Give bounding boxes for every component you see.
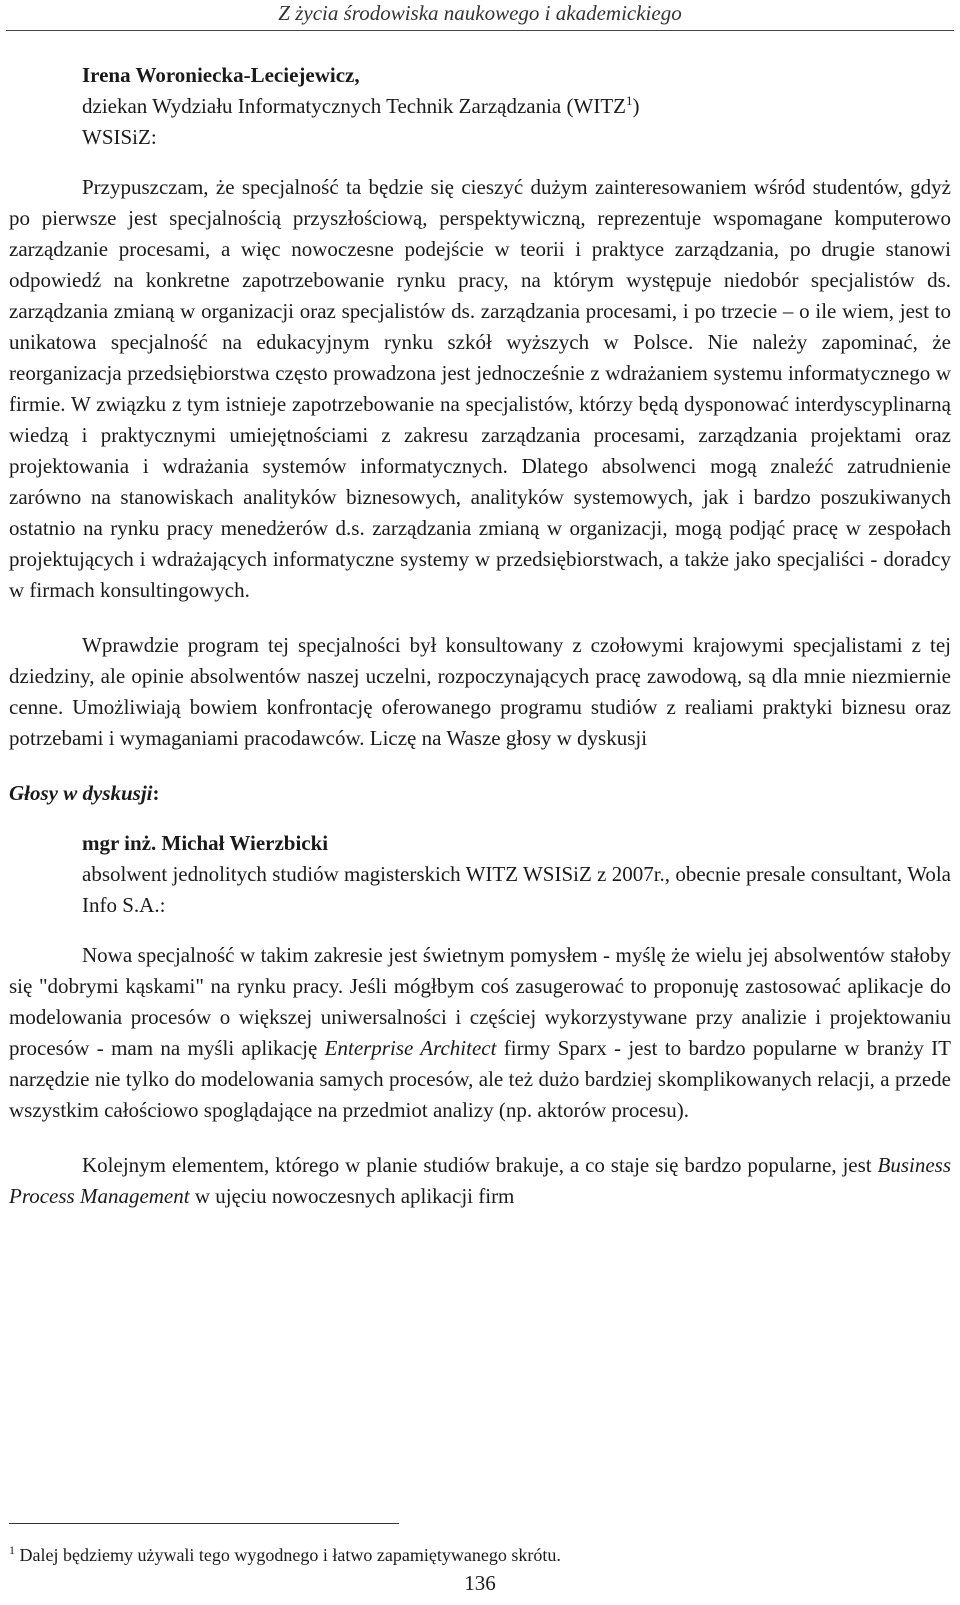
speaker-role: absolwent jednolitych studiów magisterskich WITZ WSISiZ z 2007r., obecnie presale consultant, Wola Info S.A.: [82, 862, 951, 917]
speaker-role-close: ) [632, 94, 640, 118]
footnote-reference: 1 [625, 93, 633, 108]
italic-term: Enterprise Architect [324, 1036, 497, 1060]
footnote [9, 1538, 951, 1567]
speaker-name: mgr inż. Michał Wierzbicki [82, 831, 329, 855]
speaker-role [82, 91, 951, 122]
spacer [9, 809, 951, 828]
spacer [9, 153, 951, 172]
spacer [9, 921, 951, 940]
speaker-name: Irena Woroniecka-Leciejewicz, [82, 63, 360, 87]
section-heading-text: Głosy w dyskusji [9, 781, 153, 805]
paragraph [9, 1150, 951, 1212]
paragraph [9, 940, 951, 1126]
paragraph: Przypuszczam, że specjalność ta będzie się cieszyć dużym zainteresowaniem wśród studentów, gdyż po pierwsze jest specjalnością przyszłościową, perspektywiczną, reprezentuje wspomagane komputerowo zarządzanie procesami, a więc nowoczesne podejście w teorii i praktyce zarządzania, po drugie stanowi odpowiedź na konkretne zapotrzebowanie rynku pracy, na którym występuje niedobór specjalistów ds. zarządzania zmianą w organizacji oraz specjalistów ds. zarządzania procesami, i po trzecie – o ile wiem, jest to unikatowa specjalność na edukacyjnym rynku szkół wyższych w Polsce. Nie należy zapominać, że reorganizacja przedsiębiorstwa często prowadzona jest jednocześnie z wdrażaniem systemu informatycznego w firmie. W związku z tym istnieje zapotrzebowanie na specjalistów, którzy będą dysponować interdyscyplinarną wiedzą i praktycznymi umiejętnościami z zakresu zarządzania procesami, zarządzania projektami oraz projektowania i wdrażania systemów informatycznych. Dlatego absolwenci mogą znaleźć zatrudnienie zarówno na stanowiskach analityków biznesowych, analityków systemowych, jak i bardzo poszukiwanych ostatnio na rynku pracy menedżerów d.s. zarządzania zmianą w organizacji, mogą podjąć pracę w zespołach projektujących i wdrażających informatyczne systemy w przedsiębiorstwach, a także jako specjaliści - doradcy w firmach konsultingowych. [9, 175, 951, 602]
article-body [9, 60, 951, 1212]
spacer [9, 606, 951, 630]
paragraph-text: Nowa specjalność w takim zakresie jest świetnym pomysłem - myślę że wielu jej absolwentów stałoby się "dobrymi kąskami" na rynku pracy. Jeśli mógłbym coś zasugerować to proponuję zastosować aplikacje do modelowania procesów o większej uniwersalności i częściej wykorzystywane przy analizie i projektowaniu procesów - mam na myśli aplikację [9, 943, 951, 1060]
speaker-block-1 [82, 60, 951, 153]
speaker-block-2 [82, 828, 951, 921]
section-heading-colon: : [152, 781, 160, 805]
paragraph-text: firmy Sparx - jest to bardzo popularne w branży IT narzędzie nie tylko do modelowania samych procesów, ale też dużo bardziej skomplikowanych relacji, a przede wszystkim całościowo spoglądające na przedmiot analizy (np. aktorów procesu). [9, 1036, 951, 1122]
footnote-marker: 1 [9, 1543, 15, 1557]
page-number: 136 [464, 1571, 496, 1595]
running-header: Z życia środowiska naukowego i akademickiego [278, 1, 682, 25]
paragraph: Wprawdzie program tej specjalności był konsultowany z czołowymi krajowymi specjalistami z tej dziedziny, ale opinie absolwentów naszej uczelni, rozpoczynających pracę zawodową, są dla mnie niezmiernie cenne. Umożliwiają bowiem konfrontację oferowanego programu studiów z realiami praktyki biznesu oraz potrzebami i wymaganiami pracodawców. Liczę na Wasze głosy w dyskusji [9, 633, 951, 750]
footnote-rule [9, 1523, 399, 1524]
speaker-role-text: dziekan Wydziału Informatycznych Technik Zarządzania (WITZ [82, 94, 626, 118]
spacer [9, 1126, 951, 1150]
paragraph-text: Kolejnym elementem, którego w planie studiów brakuje, a co staje się bardzo popularne, jest [82, 1153, 878, 1177]
italic-term: Business Process Management [9, 1153, 951, 1208]
header-rule [6, 30, 954, 31]
speaker-affiliation: WSISiZ: [82, 125, 157, 149]
spacer [9, 754, 951, 778]
section-heading [9, 778, 951, 809]
footnote-text: Dalej będziemy używali tego wygodnego i łatwo zapamiętywanego skrótu. [15, 1545, 561, 1565]
paragraph-text: w ujęciu nowoczesnych aplikacji firm [189, 1184, 515, 1208]
